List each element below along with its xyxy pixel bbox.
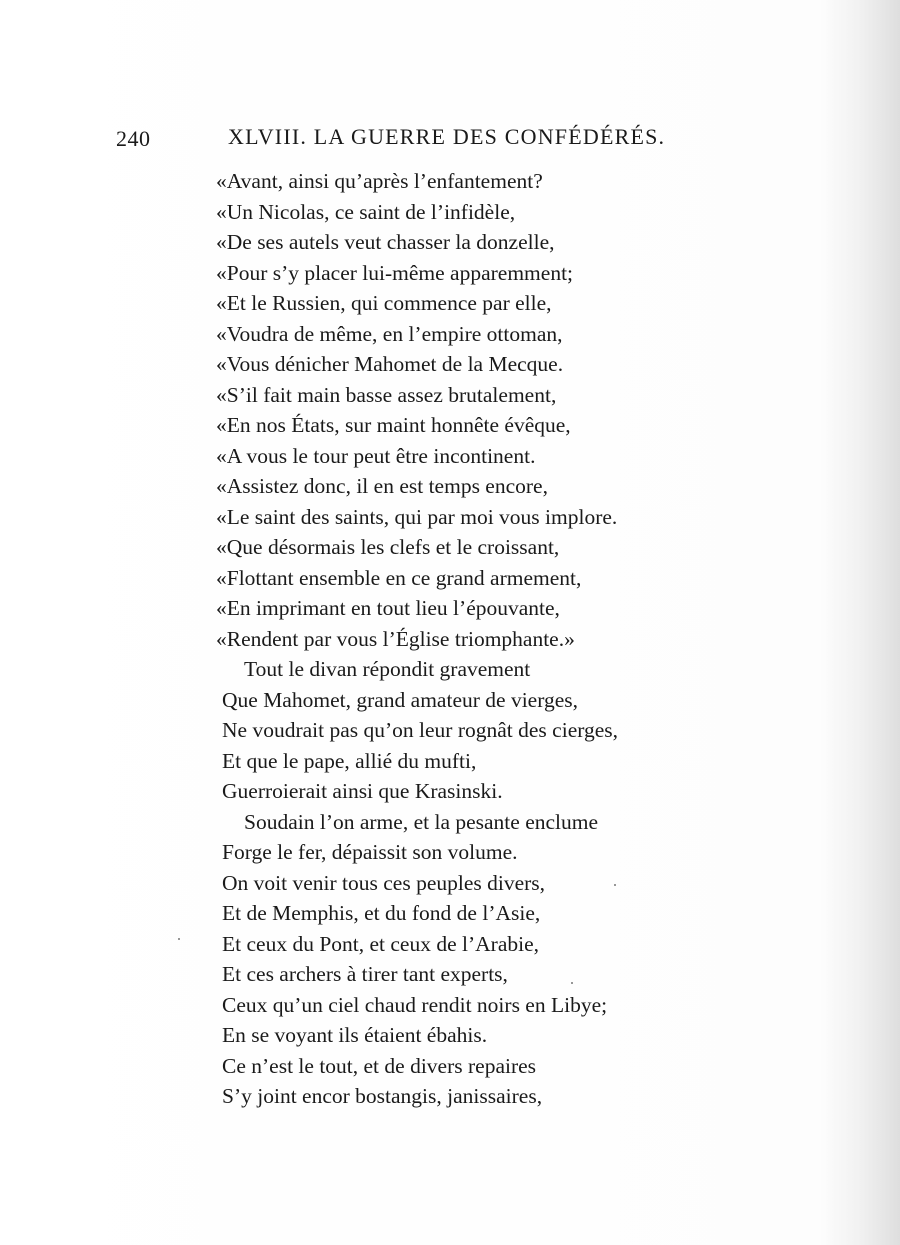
verse-line: «Et le Russien, qui commence par elle, — [216, 291, 552, 315]
verse-line: «En nos États, sur maint honnête évêque, — [216, 413, 571, 437]
verse-line: «Rendent par vous l’Église triomphante.» — [216, 626, 575, 651]
paper-speck — [178, 938, 180, 940]
verse-line: «Flottant ensemble en ce grand armement, — [216, 565, 582, 590]
verse-line: «Avant, ainsi qu’après l’enfantement? — [216, 169, 543, 193]
verse-line: «S’il fait main basse assez brutalement, — [216, 382, 557, 407]
verse-line: «A vous le tour peut être incontinent. — [216, 443, 536, 468]
verse-line: Ne voudrait pas qu’on leur rognât des cierges, — [222, 718, 619, 742]
running-head-title: XLVIII. LA GUERRE DES CONFÉDÉRÉS. — [228, 124, 666, 149]
verse-line: «Voudra de même, en l’empire ottoman, — [216, 321, 563, 346]
verse-line: «Vous dénicher Mahomet de la Mecque. — [216, 352, 564, 376]
verse-line: Forge le fer, dépaissit son volume. — [222, 840, 518, 864]
paper-speck — [571, 982, 573, 984]
verse-line: Et de Memphis, et du fond de l’Asie, — [222, 901, 541, 925]
verse-line: Soudain l’on arme, et la pesante enclume — [244, 809, 599, 834]
verse-line: «Le saint des saints, qui par moi vous implore. — [216, 504, 618, 529]
verse-line: «Que désormais les clefs et le croissant, — [216, 535, 560, 559]
verse-line: Que Mahomet, grand amateur de vierges, — [222, 687, 579, 712]
paper-speck — [614, 884, 616, 886]
page-number: 240 — [116, 126, 151, 151]
verse-line: Tout le divan répondit gravement — [244, 657, 531, 681]
verse-line: Et ceux du Pont, et ceux de l’Arabie, — [222, 931, 540, 956]
verse-line: Ceux qu’un ciel chaud rendit noirs en Libye; — [222, 992, 608, 1017]
verse-line: On voit venir tous ces peuples divers, — [222, 870, 546, 895]
verse-line: En se voyant ils étaient ébahis. — [222, 1023, 488, 1047]
verse-line: S’y joint encor bostangis, janissaires, — [222, 1084, 543, 1108]
verse-line: Et que le pape, allié du mufti, — [222, 748, 477, 773]
verse-line: Guerroierait ainsi que Krasinski. — [222, 779, 503, 803]
verse-line: «Assistez donc, il en est temps encore, — [216, 474, 548, 498]
verse-line: «Un Nicolas, ce saint de l’infidèle, — [216, 199, 516, 224]
verse-line: Ce n’est le tout, et de divers repaires — [222, 1053, 537, 1078]
verse-line: «De ses autels veut chasser la donzelle, — [216, 230, 555, 254]
verse-line: «Pour s’y placer lui-même apparemment; — [216, 260, 574, 285]
verse-line: Et ces archers à tirer tant experts, — [222, 962, 508, 986]
verse-line: «En imprimant en tout lieu l’épouvante, — [216, 596, 560, 620]
poem-verses — [216, 166, 618, 1112]
